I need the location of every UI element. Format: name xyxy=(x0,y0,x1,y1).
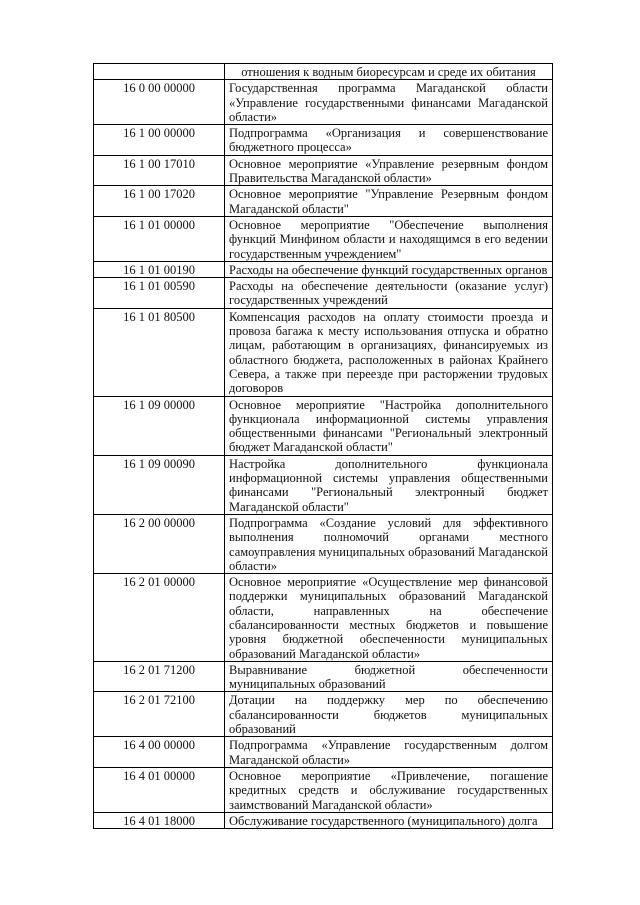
code-cell: 16 1 01 00590 xyxy=(94,278,225,309)
code-cell: 16 1 09 00000 xyxy=(94,396,225,455)
code-cell: 16 4 01 18000 xyxy=(94,812,225,828)
code-cell: 16 0 00 00000 xyxy=(94,80,225,125)
code-cell: 16 1 01 80500 xyxy=(94,308,225,396)
table-row xyxy=(94,396,553,455)
code-cell: 16 1 01 00000 xyxy=(94,216,225,261)
description-cell: Настройка дополнительного функционала информационной системы управления общественными финансами "Региональный электронный бюджет Магаданской области" xyxy=(225,455,553,514)
description-cell: Основное мероприятие "Управление Резервным фондом Магаданской области" xyxy=(225,186,553,217)
table-row xyxy=(94,574,553,662)
table-row xyxy=(94,80,553,125)
code-cell: 16 4 00 00000 xyxy=(94,737,225,768)
table-row xyxy=(94,812,553,828)
table-row xyxy=(94,125,553,156)
table-row xyxy=(94,308,553,396)
description-cell: Подпрограмма «Создание условий для эффективного выполнения полномочий органами местного самоуправления муниципальных образований Магаданской области» xyxy=(225,514,553,573)
description-cell: отношения к водным биоресурсам и среде их обитания xyxy=(225,64,553,80)
code-cell: 16 1 01 00190 xyxy=(94,261,225,277)
budget-classification-table xyxy=(93,63,553,829)
code-cell: 16 2 01 00000 xyxy=(94,574,225,662)
description-cell: Основное мероприятие "Настройка дополнительного функционала информационной системы управления общественными финансами "Региональный электронный бюджет Магаданской области" xyxy=(225,396,553,455)
description-cell: Дотации на поддержку мер по обеспечению сбалансированности бюджетов муниципальных образований xyxy=(225,692,553,737)
table-row xyxy=(94,278,553,309)
description-cell: Основное мероприятие «Управление резервным фондом Правительства Магаданской области» xyxy=(225,155,553,186)
table-row xyxy=(94,661,553,692)
code-cell: 16 1 09 00090 xyxy=(94,455,225,514)
code-cell: 16 4 01 00000 xyxy=(94,767,225,812)
code-cell: 16 1 00 00000 xyxy=(94,125,225,156)
description-cell: Расходы на обеспечение функций государственных органов xyxy=(225,261,553,277)
description-cell: Государственная программа Магаданской области «Управление государственными финансами Магаданской области» xyxy=(225,80,553,125)
description-cell: Основное мероприятие «Осуществление мер финансовой поддержки муниципальных образований Магаданской области, направленных на обеспечение сбалансированности местных бюджетов и повышение уровня бюджетной обеспеченности муниципальных образований Магаданской области» xyxy=(225,574,553,662)
table-row xyxy=(94,155,553,186)
description-cell: Компенсация расходов на оплату стоимости проезда и провоза багажа к месту использования отпуска и обратно лицам, работающим в организациях, финансируемых из областного бюджета, расположенных в районах Крайнего Севера, а также при переезде при расторжении трудовых договоров xyxy=(225,308,553,396)
table-row xyxy=(94,261,553,277)
table-row xyxy=(94,216,553,261)
code-cell xyxy=(94,64,225,80)
table-row xyxy=(94,692,553,737)
code-cell: 16 2 01 71200 xyxy=(94,661,225,692)
table-row xyxy=(94,186,553,217)
description-cell: Выравнивание бюджетной обеспеченности муниципальных образований xyxy=(225,661,553,692)
code-cell: 16 2 00 00000 xyxy=(94,514,225,573)
table-row xyxy=(94,767,553,812)
description-cell: Подпрограмма «Управление государственным долгом Магаданской области» xyxy=(225,737,553,768)
table-row xyxy=(94,455,553,514)
table-row xyxy=(94,737,553,768)
table-row xyxy=(94,514,553,573)
description-cell: Основное мероприятие «Привлечение, погашение кредитных средств и обслуживание государственных заимствований Магаданской области» xyxy=(225,767,553,812)
code-cell: 16 1 00 17020 xyxy=(94,186,225,217)
description-cell: Расходы на обеспечение деятельности (оказание услуг) государственных учреждений xyxy=(225,278,553,309)
description-cell: Подпрограмма «Организация и совершенствование бюджетного процесса» xyxy=(225,125,553,156)
table-row xyxy=(94,64,553,80)
code-cell: 16 2 01 72100 xyxy=(94,692,225,737)
description-cell: Основное мероприятие "Обеспечение выполнения функций Минфином области и находящимся в его ведении государственным учреждением" xyxy=(225,216,553,261)
code-cell: 16 1 00 17010 xyxy=(94,155,225,186)
description-cell: Обслуживание государственного (муниципального) долга xyxy=(225,812,553,828)
